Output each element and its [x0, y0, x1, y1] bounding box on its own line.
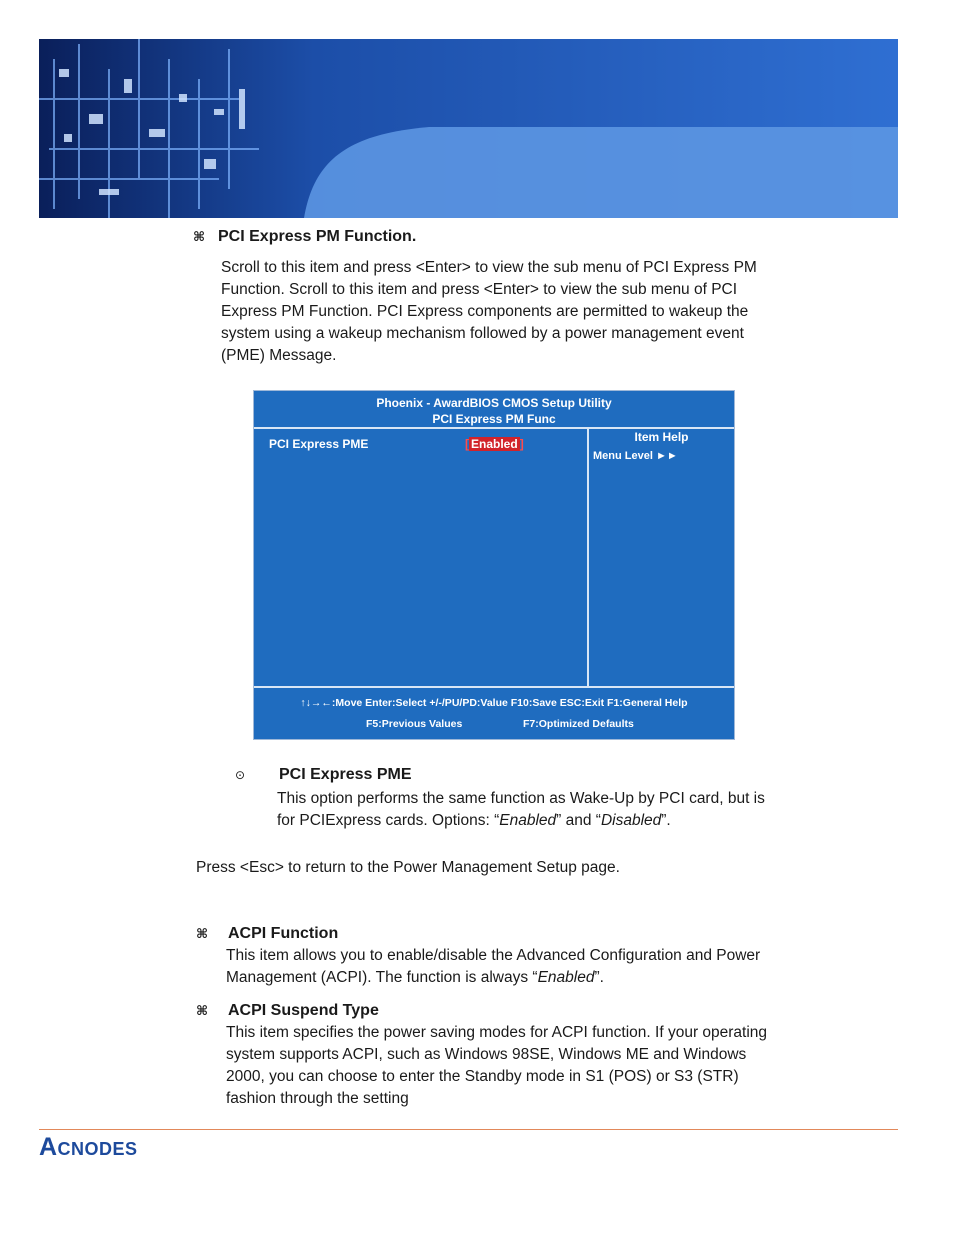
circuit-board-banner-image: [39, 39, 898, 218]
acpi-function-end: ”.: [594, 969, 604, 986]
pme-body: [277, 788, 767, 832]
pme-body-end: ”.: [661, 812, 671, 829]
pme-option-enabled: Enabled: [499, 812, 557, 829]
acnodes-logo: Acnodes: [39, 1133, 138, 1161]
bios-menu-level: Menu Level ►►: [593, 450, 678, 462]
pme-body-text: This option performs the same function as Wake-Up by PCI card, but is for PCIExpress cards. Options: “: [277, 790, 765, 829]
bios-item-label[interactable]: PCI Express PME: [269, 437, 369, 451]
pme-option-disabled: Disabled: [600, 812, 662, 829]
bracket-open: [: [465, 437, 469, 451]
bios-subtitle: PCI Express PM Func: [432, 412, 556, 426]
acpi-function-body: [226, 945, 771, 989]
bios-footer-keys: ↑↓→←:Move Enter:Select +/-/PU/PD:Value F10:Save ESC:Exit F1:General Help: [300, 697, 688, 709]
acpi-function-bullet-icon: ⌘: [196, 926, 209, 941]
bracket-close: ]: [519, 437, 524, 451]
pme-body-mid: ” and “: [556, 812, 601, 829]
bios-footer-f5: F5:Previous Values: [366, 718, 463, 730]
bios-screen: [253, 390, 735, 740]
pme-title: PCI Express PME: [279, 766, 412, 783]
acpi-suspend-body: This item specifies the power saving modes for ACPI function. If your operating system supports ACPI, such as Windows 98SE, Windows ME and Windows 2000, you can choose to enter the Standby mode in S1 (POS) or S3 (STR) fashion through the setting: [226, 1024, 768, 1107]
section-title: PCI Express PM Function.: [218, 228, 417, 245]
footer-rule: [39, 1129, 898, 1130]
header-banner: [39, 39, 898, 218]
acpi-function-value: Enabled: [537, 969, 595, 986]
bios-column-divider: [587, 429, 589, 686]
acpi-function-title: ACPI Function: [228, 925, 339, 942]
bios-footer-f7: F7:Optimized Defaults: [523, 718, 634, 730]
bios-divider: [254, 427, 734, 429]
bios-footer-divider: [254, 686, 734, 688]
acpi-suspend-title: ACPI Suspend Type: [228, 1002, 379, 1019]
bios-header: [254, 391, 734, 427]
bios-help-title: Item Help: [634, 430, 689, 444]
section-body: Scroll to this item and press <Enter> to view the sub menu of PCI Express PM Function. Scroll to this item and press <Enter> to view the sub menu of PCI Express PM Function. PCI Express components are permitted to wakeup the system using a wakeup mechanism followed by a power management event (PME) Message.: [221, 259, 757, 364]
option-bullet-icon: ⊙: [235, 768, 246, 782]
press-esc-note: Press <Esc> to return to the Power Management Setup page.: [196, 859, 620, 876]
bios-title: Phoenix - AwardBIOS CMOS Setup Utility: [376, 396, 612, 410]
bios-item-value[interactable]: [465, 437, 524, 451]
bios-value-enabled: Enabled: [471, 437, 518, 451]
section-bullet-icon: ⌘: [193, 229, 206, 244]
acpi-function-text: This item allows you to enable/disable the Advanced Configuration and Power Management (ACPI). The function is always “: [226, 947, 761, 986]
acpi-suspend-bullet-icon: ⌘: [196, 1003, 209, 1018]
